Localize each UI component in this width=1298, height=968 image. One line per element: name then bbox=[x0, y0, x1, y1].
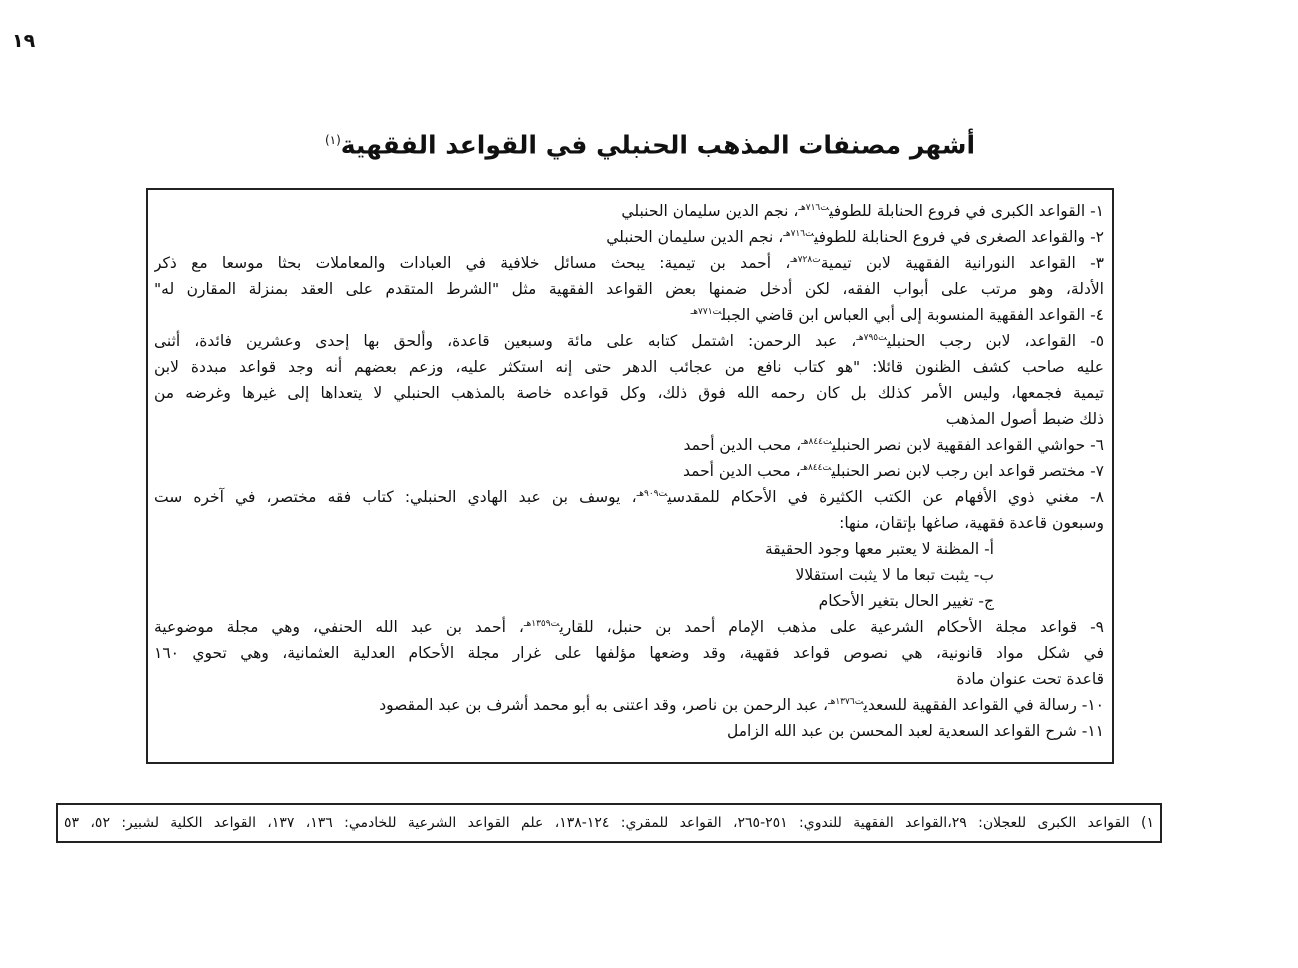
line-text: ٦- حواشي القواعد الفقهية لابن نصر الحنبلي bbox=[831, 436, 1104, 454]
list-line bbox=[154, 224, 1104, 250]
line-text: ٢- والقواعد الصغرى في فروع الحنابلة للطوفي bbox=[813, 228, 1104, 246]
line-text: تيمية فجمعها، وليس الأمر كذلك بل كان رحمه الله فوق ذلك، وكل قواعده خاصة بالمذهب الحنبلي لا يتعداها إلى غيرها وغرضه من bbox=[154, 384, 1104, 402]
line-text: الأدلة، وهو مرتب على أبواب الفقه، لكن أدخل ضمنها بعض القواعد الفقهية مثل "الشرط المتقدم على العقد بمنزلة المقارن له" bbox=[154, 280, 1104, 298]
list-line bbox=[154, 640, 1104, 666]
list-line bbox=[154, 718, 1104, 744]
death-year-superscript: ت١٣٧٦هـ bbox=[827, 696, 864, 707]
line-text-continued: ، أحمد بن تيمية: يبحث مسائل خلافية في العبادات والمعاملات بحثا موسعا مع ذكر bbox=[154, 254, 791, 272]
list-line bbox=[154, 354, 1104, 380]
footnote: ١) القواعد الكبرى للعجلان: ٢٩،القواعد الفقهية للندوي: ٢٥١-٢٦٥، القواعد للمقري: ١٢٤-١٣٨، علم القواعد الشرعية للخادمي: ١٣٦، ١٣٧، القواعد الكلية لشبير: ٥٢، ٥٣ bbox=[56, 803, 1162, 843]
line-text: ١- القواعد الكبرى في فروع الحنابلة للطوفي bbox=[829, 202, 1104, 220]
line-text: قاعدة تحت عنوان مادة bbox=[956, 670, 1104, 688]
list-line bbox=[154, 432, 1104, 458]
works-list-box bbox=[146, 188, 1114, 764]
line-text: أ- المظنة لا يعتبر معها وجود الحقيقة bbox=[764, 540, 994, 558]
list-line bbox=[154, 510, 1104, 536]
list-line bbox=[154, 406, 1104, 432]
page-title bbox=[300, 120, 1000, 165]
list-line bbox=[154, 198, 1104, 224]
list-line bbox=[154, 614, 1104, 640]
title-text: أشهر مصنفات المذهب الحنبلي في القواعد الفقهية bbox=[340, 130, 976, 160]
death-year-superscript: ت٩٠٩هـ bbox=[636, 488, 668, 499]
line-text-continued: ، نجم الدين سليمان الحنبلي bbox=[621, 202, 799, 220]
death-year-superscript: ت٧٧١هـ bbox=[690, 306, 722, 317]
death-year-superscript: ت٨٤٤هـ bbox=[801, 436, 832, 447]
line-text: وسبعون قاعدة فقهية، صاغها بإتقان، منها: bbox=[839, 514, 1104, 532]
line-text: ج- تغيير الحال بتغير الأحكام bbox=[818, 592, 994, 610]
line-text: ١١- شرح القواعد السعدية لعبد المحسن بن عبد الله الزامل bbox=[726, 722, 1104, 740]
death-year-superscript: ت٨٤٤هـ bbox=[800, 462, 832, 473]
death-year-superscript: ت٧١٦هـ bbox=[783, 228, 814, 239]
list-line bbox=[154, 328, 1104, 354]
line-text: ٣- القواعد النورانية الفقهية لابن تيمية bbox=[820, 254, 1104, 272]
sub-item bbox=[154, 588, 1104, 614]
death-year-superscript: ت٧٩٥هـ bbox=[856, 332, 887, 343]
line-text: ب- يثبت تبعا ما لا يثبت استقلالا bbox=[795, 566, 994, 584]
list-line bbox=[154, 250, 1104, 276]
line-text-continued: ، أحمد بن عبد الله الحنفي، وهي مجلة موضوعية bbox=[154, 618, 524, 636]
line-text: ٤- القواعد الفقهية المنسوبة إلى أبي العباس ابن قاضي الجبل bbox=[721, 306, 1104, 324]
list-line bbox=[154, 458, 1104, 484]
list-line bbox=[154, 692, 1104, 718]
line-text-continued: ، محب الدين أحمد bbox=[683, 436, 802, 454]
line-text: ذلك ضبط أصول المذهب bbox=[945, 410, 1104, 428]
line-text: ٩- قواعد مجلة الأحكام الشرعية على مذهب الإمام أحمد بن حنبل، للقاري bbox=[559, 618, 1104, 636]
death-year-superscript: ت١٣٥٩هـ bbox=[523, 618, 560, 629]
page-number: ١٩ bbox=[12, 30, 36, 52]
line-text: عليه صاحب كشف الظنون قائلا: "هو كتاب نافع من عجائب الدهر حتى إنه استكثر عليه، وزعم بعضهم أنه وجد قواعد مبددة لابن bbox=[154, 358, 1104, 376]
line-text-continued: ، عبد الرحمن بن ناصر، وقد اعتنى به أبو محمد أشرف بن عبد المقصود bbox=[379, 696, 828, 714]
sub-item bbox=[154, 536, 1104, 562]
line-text-continued: ، يوسف بن عبد الهادي الحنبلي: كتاب فقه مختصر، في آخره ست bbox=[154, 488, 637, 506]
line-text-continued: ، محب الدين أحمد bbox=[683, 462, 801, 480]
line-text: ٨- مغني ذوي الأفهام عن الكتب الكثيرة في الأحكام للمقدسي bbox=[667, 488, 1104, 506]
line-text: في شكل مواد قانونية، هي نصوص قواعد فقهية، وقد وضعها مؤلفها على غرار مجلة الأحكام العدلية العثمانية، وهي تحوي ١٦٠ bbox=[154, 644, 1104, 662]
line-text-continued: ، عبد الرحمن: اشتمل كتابه على مائة وسبعين قاعدة، وألحق بها إحدى وعشرين فائدة، أثنى bbox=[154, 332, 857, 350]
line-text: ٥- القواعد، لابن رجب الحنبلي bbox=[886, 332, 1104, 350]
line-text: ٧- مختصر قواعد ابن رجب لابن نصر الحنبلي bbox=[831, 462, 1104, 480]
list-line bbox=[154, 276, 1104, 302]
list-line bbox=[154, 302, 1104, 328]
line-text-continued: ، نجم الدين سليمان الحنبلي bbox=[606, 228, 784, 246]
list-line bbox=[154, 380, 1104, 406]
sub-item bbox=[154, 562, 1104, 588]
list-line bbox=[154, 484, 1104, 510]
title-footnote-marker: (١) bbox=[324, 133, 341, 147]
death-year-superscript: ت٧٢٨هـ bbox=[790, 254, 821, 265]
list-line bbox=[154, 666, 1104, 692]
line-text: ١٠- رسالة في القواعد الفقهية للسعدي bbox=[863, 696, 1104, 714]
death-year-superscript: ت٧١٦هـ bbox=[798, 202, 830, 213]
